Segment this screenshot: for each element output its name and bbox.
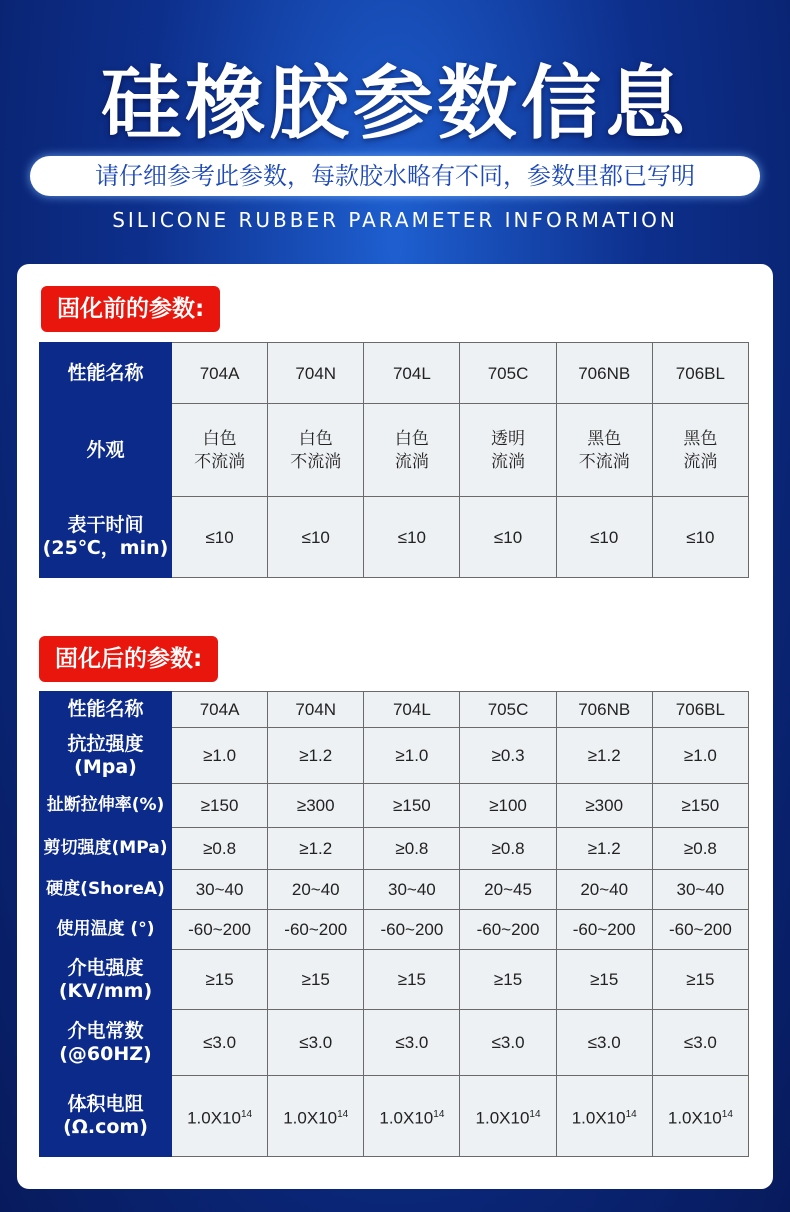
table-row bbox=[40, 950, 749, 1010]
value-cell: ≤3.0 bbox=[268, 1010, 364, 1076]
table-row bbox=[40, 1010, 749, 1076]
table-row bbox=[40, 1076, 749, 1157]
before-curing-table bbox=[39, 342, 749, 578]
english-subtitle: SILICONE RUBBER PARAMETER INFORMATION bbox=[112, 208, 678, 232]
row-header: 使用温度 (°) bbox=[40, 910, 172, 950]
value-cell: ≥150 bbox=[652, 784, 748, 828]
model-cell: 705C bbox=[460, 343, 556, 404]
after-curing-table bbox=[39, 691, 749, 1157]
model-cell: 705C bbox=[460, 692, 556, 728]
value-cell: -60~200 bbox=[268, 910, 364, 950]
model-cell: 704A bbox=[172, 692, 268, 728]
table-row bbox=[40, 784, 749, 828]
value-cell: ≥0.3 bbox=[460, 728, 556, 784]
table-row bbox=[40, 497, 749, 578]
value-cell: ≤10 bbox=[460, 497, 556, 578]
value-cell: ≥1.2 bbox=[268, 828, 364, 870]
row-header: 性能名称 bbox=[40, 692, 172, 728]
value-cell: ≥100 bbox=[460, 784, 556, 828]
table-row bbox=[40, 910, 749, 950]
table-header-row bbox=[40, 343, 749, 404]
model-cell: 706NB bbox=[556, 343, 652, 404]
value-cell: -60~200 bbox=[556, 910, 652, 950]
row-header: 外观 bbox=[40, 404, 172, 497]
value-cell: ≥1.0 bbox=[172, 728, 268, 784]
value-cell: 白色 不流淌 bbox=[268, 404, 364, 497]
row-header: 硬度(ShoreA) bbox=[40, 870, 172, 910]
value-cell: 30~40 bbox=[652, 870, 748, 910]
row-header: 介电强度 (KV/mm) bbox=[40, 950, 172, 1010]
value-cell: ≤3.0 bbox=[652, 1010, 748, 1076]
value-cell: $1.0X10^{14}$ bbox=[460, 1076, 556, 1157]
value-cell: 透明 流淌 bbox=[460, 404, 556, 497]
value-cell: 30~40 bbox=[172, 870, 268, 910]
value-cell: ≥150 bbox=[364, 784, 460, 828]
row-header: 扯断拉伸率(%) bbox=[40, 784, 172, 828]
value-cell: ≥1.2 bbox=[556, 828, 652, 870]
value-cell: $1.0X10^{14}$ bbox=[364, 1076, 460, 1157]
value-cell: $1.0X10^{14}$ bbox=[556, 1076, 652, 1157]
value-cell: -60~200 bbox=[460, 910, 556, 950]
model-cell: 704N bbox=[268, 692, 364, 728]
model-cell: 704N bbox=[268, 343, 364, 404]
value-cell: 30~40 bbox=[364, 870, 460, 910]
model-cell: 704A bbox=[172, 343, 268, 404]
value-cell: ≤3.0 bbox=[556, 1010, 652, 1076]
value-cell: ≥15 bbox=[556, 950, 652, 1010]
value-cell: 20~45 bbox=[460, 870, 556, 910]
value-cell: ≤3.0 bbox=[460, 1010, 556, 1076]
value-cell: 20~40 bbox=[268, 870, 364, 910]
value-cell: -60~200 bbox=[172, 910, 268, 950]
model-cell: 704L bbox=[364, 692, 460, 728]
value-cell: ≥300 bbox=[556, 784, 652, 828]
value-cell: 黑色 流淌 bbox=[652, 404, 748, 497]
value-cell: ≤10 bbox=[172, 497, 268, 578]
value-cell: ≥300 bbox=[268, 784, 364, 828]
value-cell: 黑色 不流淌 bbox=[556, 404, 652, 497]
table-row bbox=[40, 828, 749, 870]
before-curing-label: 固化前的参数: bbox=[41, 286, 220, 332]
value-cell: -60~200 bbox=[652, 910, 748, 950]
model-cell: 704L bbox=[364, 343, 460, 404]
subtitle-banner: 请仔细参考此参数，每款胶水略有不同，参数里都已写明 bbox=[30, 156, 760, 196]
value-cell: ≥15 bbox=[364, 950, 460, 1010]
value-cell: ≥15 bbox=[268, 950, 364, 1010]
row-header: 表干时间 (25℃，min) bbox=[40, 497, 172, 578]
value-cell: 白色 流淌 bbox=[364, 404, 460, 497]
row-header: 体积电阻 (Ω.com) bbox=[40, 1076, 172, 1157]
model-cell: 706BL bbox=[652, 692, 748, 728]
value-cell: $1.0X10^{14}$ bbox=[268, 1076, 364, 1157]
value-cell: ≥15 bbox=[172, 950, 268, 1010]
page-title: 硅橡胶参数信息 bbox=[101, 57, 689, 150]
page-header bbox=[0, 0, 790, 262]
value-cell: ≤10 bbox=[268, 497, 364, 578]
value-cell: ≥1.2 bbox=[268, 728, 364, 784]
table-row bbox=[40, 870, 749, 910]
after-curing-label: 固化后的参数: bbox=[39, 636, 218, 682]
value-cell: ≥15 bbox=[652, 950, 748, 1010]
value-cell: ≤10 bbox=[652, 497, 748, 578]
table-row bbox=[40, 404, 749, 497]
value-cell: ≤10 bbox=[556, 497, 652, 578]
value-cell: ≤3.0 bbox=[364, 1010, 460, 1076]
row-header: 介电常数 (@60HZ) bbox=[40, 1010, 172, 1076]
value-cell: 20~40 bbox=[556, 870, 652, 910]
value-cell: ≤3.0 bbox=[172, 1010, 268, 1076]
value-cell: ≥15 bbox=[460, 950, 556, 1010]
value-cell: ≥1.2 bbox=[556, 728, 652, 784]
value-cell: ≤10 bbox=[364, 497, 460, 578]
table-header-row bbox=[40, 692, 749, 728]
row-header: 性能名称 bbox=[40, 343, 172, 404]
value-cell: ≥0.8 bbox=[364, 828, 460, 870]
value-cell: ≥0.8 bbox=[172, 828, 268, 870]
value-cell: ≥1.0 bbox=[364, 728, 460, 784]
model-cell: 706BL bbox=[652, 343, 748, 404]
value-cell: ≥150 bbox=[172, 784, 268, 828]
value-cell: $1.0X10^{14}$ bbox=[652, 1076, 748, 1157]
value-cell: -60~200 bbox=[364, 910, 460, 950]
table-row bbox=[40, 728, 749, 784]
row-header: 抗拉强度 (Mpa) bbox=[40, 728, 172, 784]
value-cell: $1.0X10^{14}$ bbox=[172, 1076, 268, 1157]
value-cell: ≥1.0 bbox=[652, 728, 748, 784]
value-cell: ≥0.8 bbox=[460, 828, 556, 870]
model-cell: 706NB bbox=[556, 692, 652, 728]
value-cell: 白色 不流淌 bbox=[172, 404, 268, 497]
value-cell: ≥0.8 bbox=[652, 828, 748, 870]
parameter-card bbox=[17, 264, 773, 1189]
row-header: 剪切强度(MPa) bbox=[40, 828, 172, 870]
